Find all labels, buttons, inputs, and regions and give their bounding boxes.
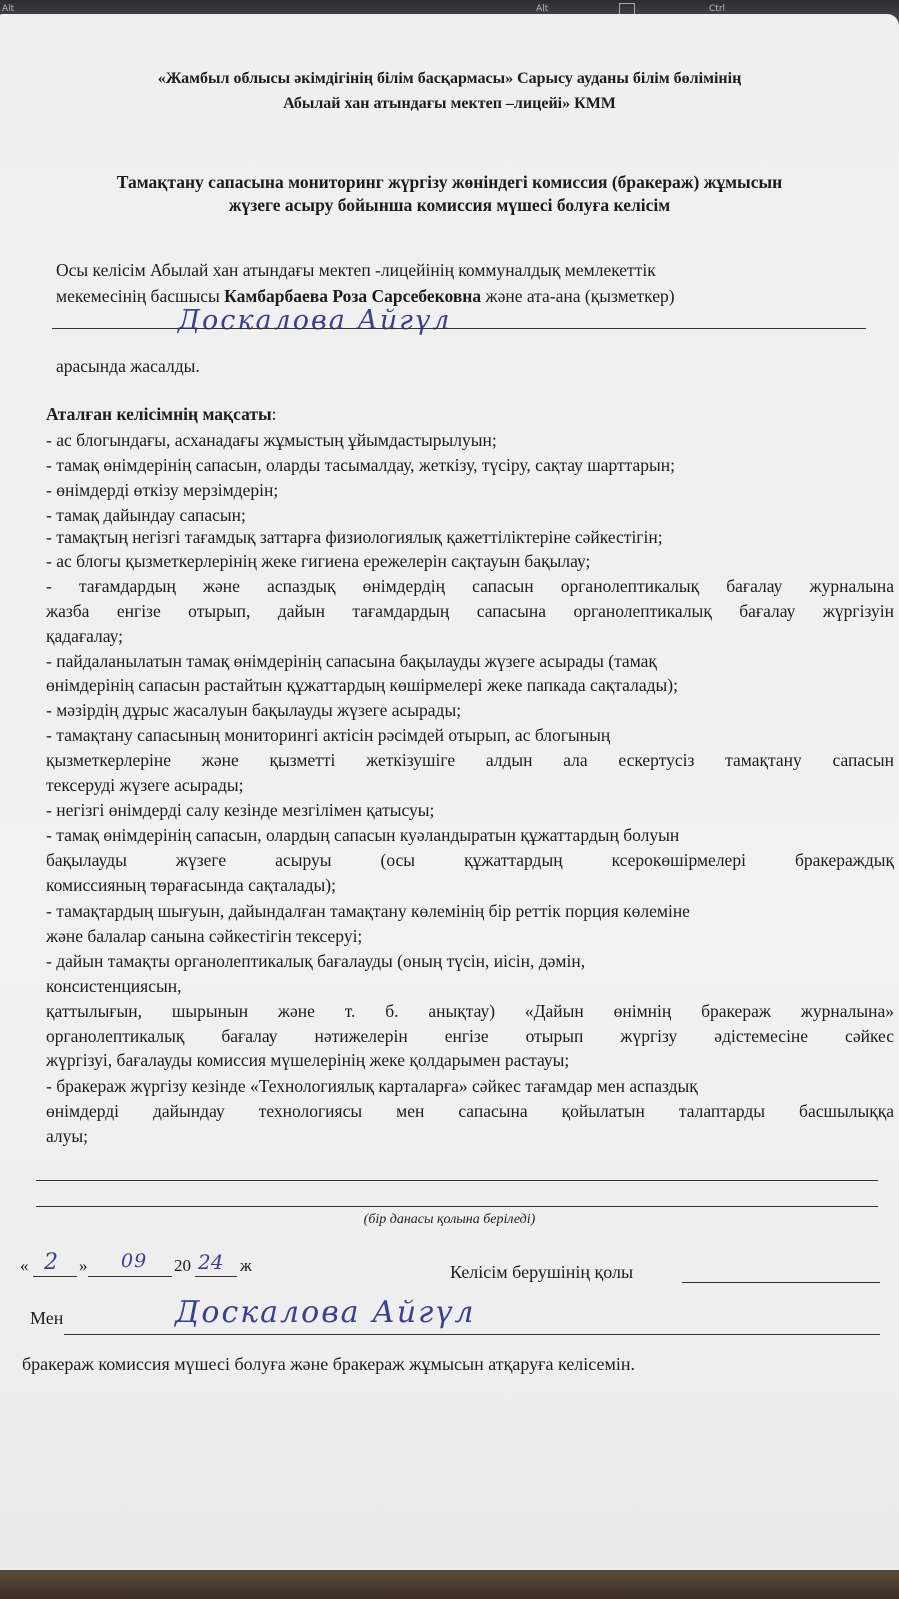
date-day: 2 <box>44 1250 58 1275</box>
purpose-line: - ас блогындағы, асханадағы жұмыстың ұйымдастырылуын; <box>46 430 497 450</box>
date-year-suffix: 24 <box>198 1250 224 1274</box>
ctrl-key-label: Ctrl <box>709 4 726 14</box>
handwritten-name-2: Доскалова Айгүл <box>175 1295 476 1330</box>
purpose-line: жүргізуі, бағалауды комиссия мүшелерінің жеке қолдарымен растауы; <box>46 1050 570 1070</box>
purpose-line: қаттылығын, шырынын және т. б. анықтау) «Дайын өнімнің бракераж журналына» <box>46 1001 894 1021</box>
name-underline <box>52 328 866 329</box>
date-year-mark: ж <box>240 1256 252 1275</box>
consent-final-line: бракераж комиссия мүшесі болуға және бракераж жұмысын атқаруға келісемін. <box>22 1354 636 1374</box>
document-title-line-1: Тамақтану сапасына мониторинг жүргізу жөніндегі комиссия (бракераж) жұмысын <box>116 172 783 192</box>
signature-line <box>682 1282 880 1283</box>
purpose-line: - тамақтардың шығуын, дайындалған тамақтану көлемінің бір реттік порция көлеміне <box>46 901 690 921</box>
date-close-quote: » <box>79 1256 88 1275</box>
purpose-line: өнімдерді дайындау технологиясы мен сапасына қойылатын талаптарды басшылыққа <box>46 1101 894 1121</box>
purpose-line: - бракераж жүргізу кезінде «Технологиялық карталарға» сәйкес тағамдар мен аспаздық <box>46 1076 698 1096</box>
purpose-line: - тамақтану сапасының мониторингі актісін рәсімдей отырып, ас блогының <box>46 725 611 745</box>
purpose-line: қызметкерлеріне және қызметті жеткізушіге алдын ала ескертусіз тамақтану сапасын <box>46 750 894 770</box>
purpose-line: және балалар санына сәйкестігін тексеруі; <box>46 926 363 946</box>
intro-line-2 <box>56 286 675 307</box>
date-year-line <box>195 1276 237 1277</box>
org-header-line-2: Абылай хан атындағы мектеп –лицейі» КММ <box>283 95 616 112</box>
director-name: Камбарбаева Роза Сарсебековна <box>224 286 482 306</box>
purpose-line: консистенциясын, <box>46 976 182 996</box>
consent-name-line <box>64 1334 880 1335</box>
alt-key-label: Alt <box>2 4 15 14</box>
purpose-line: - негізгі өнімдерді салу кезінде мезгілімен қатысуы; <box>46 800 435 820</box>
purpose-line: - дайын тамақты органолептикалық бағалауды (оның түсін, иісін, дәмін, <box>46 951 586 971</box>
desk-surface <box>0 1570 899 1599</box>
signature-label: Келісім берушінің қолы <box>450 1262 634 1282</box>
purpose-line: - пайдаланылатын тамақ өнімдерінің сапасына бақылауды жүзеге асырады (тамақ <box>46 651 657 671</box>
org-header-line-1: «Жамбыл облысы әкімдігінің білім басқармасы» Сарысу ауданы білім бөлімінің <box>157 70 742 87</box>
purpose-line: бақылауды жүзеге асыруы (осы құжаттардың ксерокөшірмелері бракераждық <box>46 850 894 870</box>
purpose-line: - тамақ өнімдерінің сапасын, олардың сапасын куәландыратын құжаттардың болуын <box>46 825 680 845</box>
intro-line-2-end: және ата-ана (қызметкер) <box>481 286 675 306</box>
purpose-heading-text: Аталған келісімнің мақсаты <box>46 404 272 424</box>
document-title-line-2: жүзеге асыру бойынша комиссия мүшесі болуға келісім <box>228 195 671 215</box>
purpose-line: - өнімдерді өткізу мерзімдерін; <box>46 480 279 500</box>
date-open-quote: « <box>20 1256 29 1275</box>
purpose-line: - мәзірдің дұрыс жасалуын бақылауды жүзеге асырады; <box>46 700 462 720</box>
purpose-line: - тамақтың негізгі тағамдық заттарға физиологиялық қажеттіліктеріне сәйкестігін; <box>46 527 663 547</box>
purpose-line: өнімдерінің сапасын растайтын құжаттардың көшірмелері жеке папкада сақталады); <box>46 675 678 695</box>
intro-line-2-start: мекемесінің басшысы <box>56 286 225 306</box>
date-day-line <box>33 1276 77 1277</box>
date-month-line <box>88 1276 172 1277</box>
intro-line-1: Осы келісім Абылай хан атындағы мектеп -лицейінің коммуналдық мемлекеттік <box>56 260 656 280</box>
purpose-line: жазба енгізе отырып, дайын тағамдардың сапасына органолептикалық бағалау жүргізуін <box>46 601 894 621</box>
purpose-line: органолептикалық бағалау нәтижелерін енгізе отырып жүргізу әдістемесіне сәйкес <box>46 1026 894 1046</box>
purpose-line: - тамақ дайындау сапасын; <box>46 505 246 525</box>
date-year-prefix: 20 <box>174 1256 191 1275</box>
blank-line-2 <box>36 1206 878 1207</box>
purpose-line: комиссияның төрағасында сақталады); <box>46 875 336 895</box>
date-month: 09 <box>121 1250 148 1272</box>
purpose-line: - ас блогы қызметкерлерінің жеке гигиена ережелерін сақтауын бақылау; <box>46 551 591 571</box>
purpose-heading-colon: : <box>271 404 277 424</box>
purpose-line: тексеруді жүзеге асырады; <box>46 775 244 795</box>
purpose-line: қадағалау; <box>46 626 124 646</box>
purpose-line: - тамақ өнімдерінің сапасын, оларды тасымалдау, жеткізу, түсіру, сақтау шарттарын; <box>46 455 676 475</box>
consent-men: Мен <box>30 1308 64 1328</box>
blank-line-1 <box>36 1180 878 1181</box>
intro-line-3: арасында жасалды. <box>56 356 200 376</box>
copy-note: (бір данасы қолына беріледі) <box>363 1212 536 1227</box>
purpose-heading <box>46 404 277 425</box>
handwritten-name-1: Доскалова Айгүл <box>178 305 452 336</box>
purpose-line: алуы; <box>46 1126 89 1146</box>
purpose-line: - тағамдардың және аспаздық өнімдердің сапасын органолептикалық бағалау журналына <box>46 576 894 596</box>
alt-key-label-2: Alt <box>536 4 549 14</box>
